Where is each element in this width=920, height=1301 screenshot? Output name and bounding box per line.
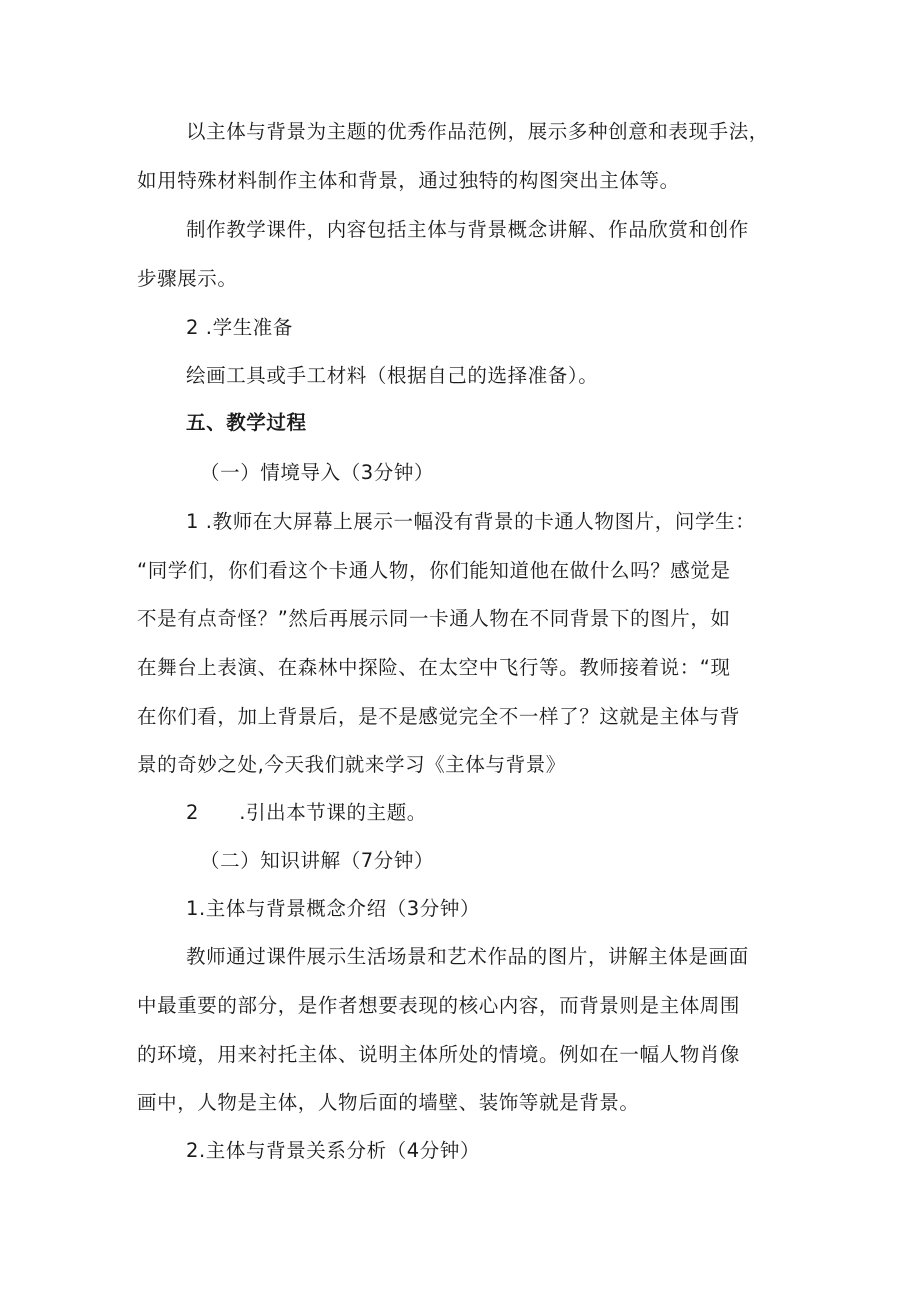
section-heading: 五、教学过程 <box>186 411 307 434</box>
paragraph-line: 绘画工具或手工材料（根据自己的选择准备）。 <box>186 364 599 387</box>
list-item-line: 2.主体与背景关系分析（4分钟） <box>186 1139 481 1162</box>
list-item-line: 2 .引出本节课的主题。 <box>186 801 427 824</box>
paragraph-line: 步骤展示。 <box>137 267 238 290</box>
paragraph-line: 的环境，用来衬托主体、说明主体所处的情境。例如在一幅人物肖像 <box>137 1043 741 1066</box>
paragraph-line: 教师通过课件展示生活场景和艺术作品的图片，讲解主体是画面 <box>186 945 749 968</box>
paragraph-line: 以主体与背景为主题的优秀作品范例，展示多种创意和表现手法， <box>186 120 769 143</box>
list-item-line: 1.主体与背景概念介绍（3分钟） <box>186 897 481 920</box>
list-item-line: 2 .学生准备 <box>186 316 294 339</box>
paragraph-line: 景的奇妙之处,今天我们就来学习《主体与背景》 <box>137 753 566 776</box>
paragraph-line: 中最重要的部分，是作者想要表现的核心内容，而背景则是主体周围 <box>137 994 741 1017</box>
paragraph-line: 画中，人物是主体，人物后面的墙壁、装饰等就是背景。 <box>137 1091 640 1114</box>
paragraph-line: 在舞台上表演、在森林中探险、在太空中飞行等。教师接着说：“现 <box>137 656 731 679</box>
subsection-heading: （二）知识讲解（7分钟） <box>200 849 435 872</box>
paragraph-line: “同学们，你们看这个卡通人物，你们能知道他在做什么吗？感觉是 <box>137 559 731 582</box>
paragraph-line: 不是有点奇怪？”然后再展示同一卡通人物在不同背景下的图片，如 <box>137 607 731 630</box>
list-item-line: 1 .教师在大屏幕上展示一幅没有背景的卡通人物图片，问学生： <box>186 510 756 533</box>
paragraph-line: 如用特殊材料制作主体和背景，通过独特的构图突出主体等。 <box>137 169 680 192</box>
subsection-heading: （一）情境导入（3分钟） <box>200 461 435 484</box>
paragraph-line: 在你们看，加上背景后，是不是感觉完全不一样了？这就是主体与背 <box>137 705 741 728</box>
paragraph-line: 制作教学课件，内容包括主体与背景概念讲解、作品欣赏和创作 <box>186 218 749 241</box>
